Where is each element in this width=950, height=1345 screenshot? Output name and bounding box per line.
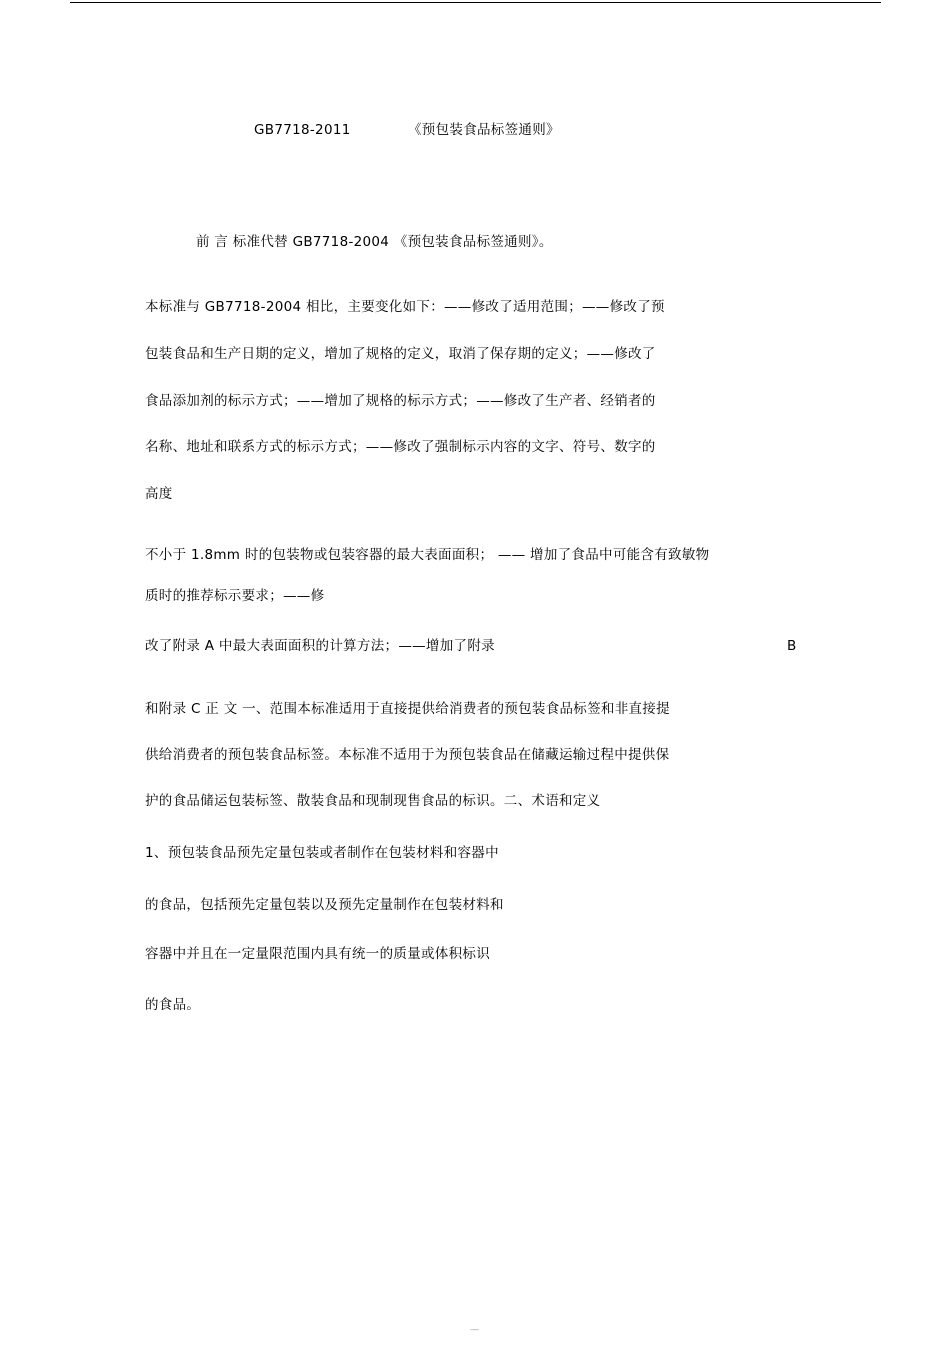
body-line: 名称、地址和联系方式的标示方式；——修改了强制标示内容的文字、符号、数字的 [145, 439, 656, 455]
body-line: 的食品。 [145, 997, 201, 1013]
body-line: 和附录 C 正 文 一、范围本标准适用于直接提供给消费者的预包装食品标签和非直接提 [145, 701, 670, 717]
document-title-code: GB7718-2011 [254, 122, 351, 138]
body-line: 的食品，包括预先定量包装以及预先定量制作在包装材料和 [145, 897, 504, 913]
document-title-name: 《预包装食品标签通则》 [408, 122, 560, 138]
preface-line: 前 言 标准代替 GB7718-2004 《预包装食品标签通则》。 [196, 234, 553, 250]
body-line: 质时的推荐标示要求；——修 [145, 588, 325, 604]
body-line: 1、预包装食品预先定量包装或者制作在包装材料和容器中 [145, 845, 499, 861]
body-line: 高度 [145, 486, 173, 502]
body-line: 包装食品和生产日期的定义，增加了规格的定义，取消了保存期的定义；——修改了 [145, 346, 656, 362]
body-line: 改了附录 A 中最大表面面积的计算方法；——增加了附录 [145, 638, 495, 654]
body-line: 不小于 1.8mm 时的包装物或包装容器的最大表面面积； —— 增加了食品中可能含有致敏物 [145, 547, 710, 563]
body-line: 食品添加剂的标示方式；——增加了规格的标示方式；——修改了生产者、经销者的 [145, 393, 656, 409]
body-line: 本标准与 GB7718-2004 相比，主要变化如下：——修改了适用范围；——修改了预 [145, 299, 665, 315]
body-line-appendix-b: B [787, 638, 797, 654]
body-line: 护的食品储运包装标签、散装食品和现制现售食品的标识。二、术语和定义 [145, 793, 601, 809]
body-line: 容器中并且在一定量限范围内具有统一的质量或体积标识 [145, 946, 490, 962]
header-rule [70, 2, 881, 3]
page-footer-mark: — [470, 1325, 479, 1335]
body-line: 供给消费者的预包装食品标签。本标准不适用于为预包装食品在储藏运输过程中提供保 [145, 747, 670, 763]
